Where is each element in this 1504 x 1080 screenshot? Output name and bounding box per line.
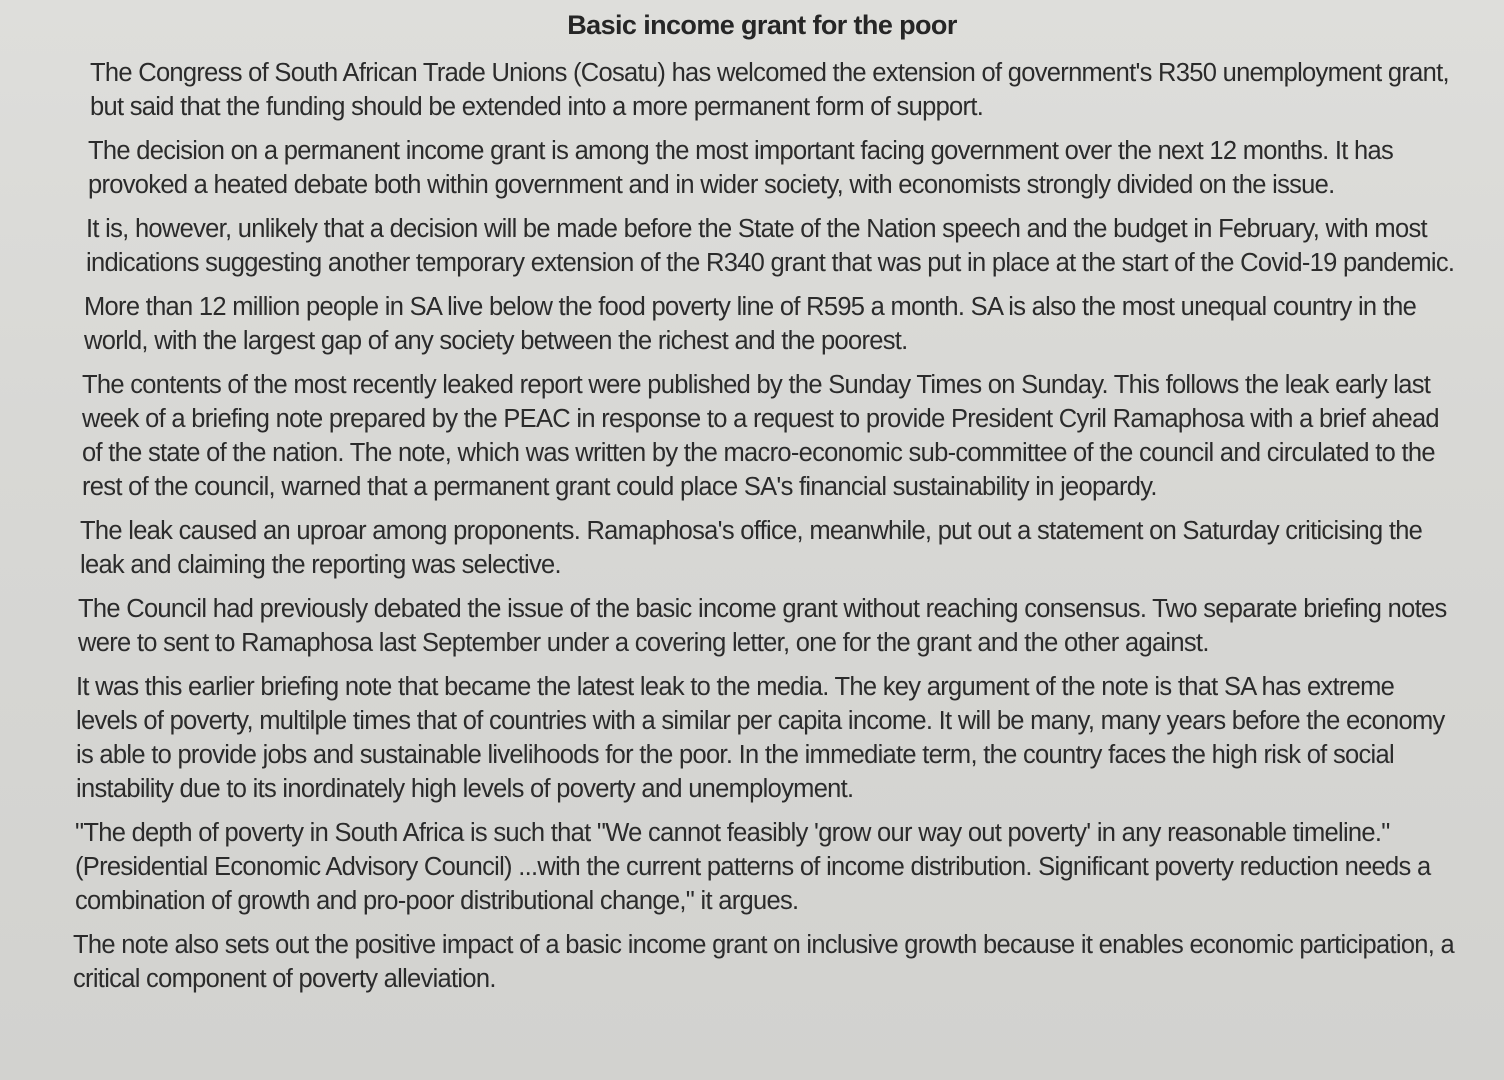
paragraph-3: It is, however, unlikely that a decision will be made before the State of the Nation speech and the budget in February, with most indications suggesting another temporary extension of the R340 grant that was put in place at the start of the Covid-19 pandemic. (86, 215, 1455, 277)
document-title: Basic income grant for the poor (567, 10, 957, 40)
paragraph-10: The note also sets out the positive impact of a basic income grant on inclusive growth because it enables economic participation, a critical component of poverty alleviation. (73, 931, 1455, 993)
paragraph-7: The Council had previously debated the issue of the basic income grant without reaching consensus. Two separate briefing notes were to sent to Ramaphosa last September under a covering letter, one for the grant and the other against. (78, 595, 1447, 657)
paragraph-8: It was this earlier briefing note that became the latest leak to the media. The key argument of the note is that SA has extreme levels of poverty, multilple times that of countries with a similar per capita income. It will be many, many years before the economy is able to provide jobs and sustainable livelihoods for the poor. In the immediate term, the country faces the high risk of social instability due to its inordinately high levels of poverty and unemployment. (76, 673, 1445, 803)
paragraph-1: The Congress of South African Trade Unions (Cosatu) has welcomed the extension of government's R350 unemployment grant, but said that the funding should be extended into a more permanent form of support. (90, 59, 1449, 121)
paragraph-2: The decision on a permanent income grant is among the most important facing government over the next 12 months. It has provoked a heated debate both within government and in wider society, with economists strongly divided on the issue. (88, 137, 1394, 199)
paragraph-5: The contents of the most recently leaked report were published by the Sunday Times on Sunday. This follows the leak early last week of a briefing note prepared by the PEAC in response to a request to provide President Cyril Ramaphosa with a brief ahead of the state of the nation. The note, which was written by the macro-economic sub-committee of the council and circulated to the rest of the council, warned that a permanent grant could place SA's financial sustainability in jeopardy. (82, 371, 1439, 501)
paragraph-6: The leak caused an uproar among proponents. Ramaphosa's office, meanwhile, put out a statement on Saturday criticising the leak and claiming the reporting was selective. (80, 517, 1423, 579)
article-body (73, 56, 1456, 1006)
paragraph-4: More than 12 million people in SA live below the food poverty line of R595 a month. SA is also the most unequal country in the world, with the largest gap of any society between the richest and the poorest. (84, 293, 1417, 355)
paragraph-9: "The depth of poverty in South Africa is such that "We cannot feasibly 'grow our way out poverty' in any reasonable timeline." (Presidential Economic Advisory Council) ...with the current patterns of income distribution. Significant poverty reduction needs a combination of growth and pro-poor distributional change," it argues. (75, 819, 1431, 915)
